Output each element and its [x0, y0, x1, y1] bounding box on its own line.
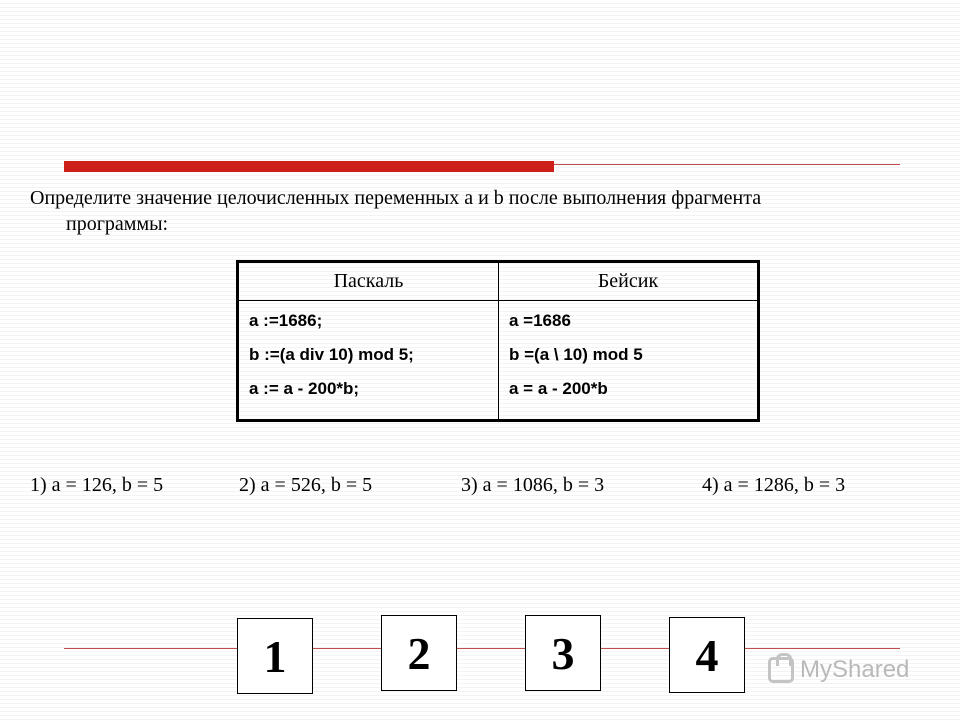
header-accent-bar	[64, 161, 554, 172]
answer-option-1: 1) a = 126, b = 5	[30, 474, 164, 496]
basic-line-2: b =(a \ 10) mod 5	[509, 345, 643, 364]
header-basic: Бейсик	[499, 262, 759, 301]
basic-line-3: a = a - 200*b	[509, 379, 608, 398]
code-table-header-row	[238, 262, 759, 301]
pascal-code-cell	[238, 301, 499, 421]
question-text	[30, 185, 910, 237]
pascal-line-1: a :=1686;	[249, 311, 323, 330]
answer-option-2: 2) a = 526, b = 5	[239, 474, 373, 496]
choice-button-2[interactable]: 2	[381, 615, 457, 691]
choice-button-3[interactable]: 3	[525, 615, 601, 691]
header-pascal: Паскаль	[238, 262, 499, 301]
basic-line-1: a =1686	[509, 311, 571, 330]
answer-option-3: 3) a = 1086, b = 3	[461, 474, 605, 496]
choice-button-1[interactable]: 1	[237, 618, 313, 694]
basic-code-cell	[499, 301, 759, 421]
question-line-1: Определите значение целочисленных переменных a и b после выполнения фрагмента	[30, 187, 762, 209]
code-table-body-row	[238, 301, 759, 421]
code-table	[236, 260, 760, 422]
answer-option-4: 4) a = 1286, b = 3	[702, 474, 846, 496]
bag-icon	[768, 657, 794, 683]
question-line-2: программы:	[66, 213, 169, 235]
myshared-watermark	[768, 656, 909, 684]
footer-divider-line	[64, 648, 900, 649]
watermark-text: MyShared	[800, 656, 910, 683]
answer-options	[0, 474, 960, 502]
choice-button-4[interactable]: 4	[669, 617, 745, 693]
pascal-line-2: b :=(a div 10) mod 5;	[249, 345, 414, 364]
pascal-line-3: a := a - 200*b;	[249, 379, 360, 398]
